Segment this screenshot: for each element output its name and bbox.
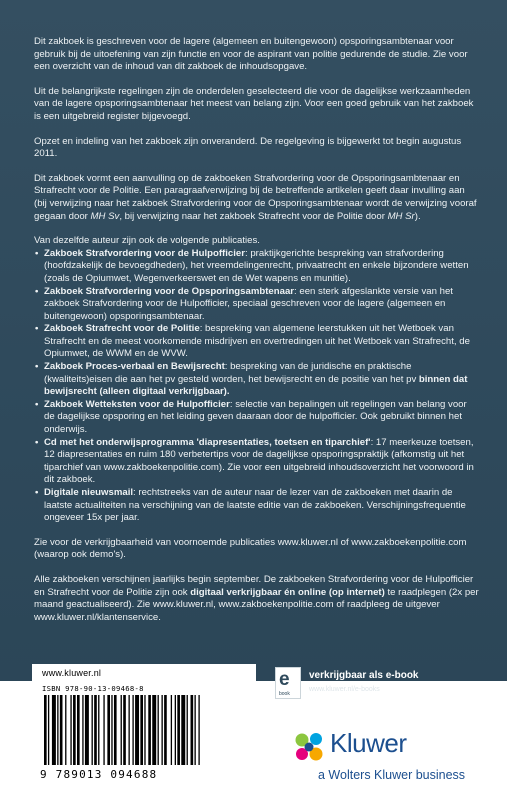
publication-item [34,323,480,361]
publication-description: : selectie van bepalingen uit regelingen van belang voor de dagelijkse opsporing en het leiding geven daaraan door de hulpofficier. Ook gebruikt binnen het onderwijs. [44,398,467,436]
outro-paragraph-2 [34,574,480,624]
ref-mh-sv: MH Sv [90,210,120,222]
kluwer-globe-icon [290,728,330,768]
publication-title: Zakboek Strafvordering voor de Hulpofficier [44,247,245,259]
publisher-name: Kluwer [330,728,407,758]
publication-availability-note: binnen dat bewijsrecht (alleen digitaal verkrijgbaar). [44,373,468,398]
ebook-icon [275,667,301,699]
publications-list [34,248,480,525]
publication-title: Zakboek Wetteksten voor de Hulpofficier [44,398,230,410]
publication-item [34,487,480,525]
publication-description: : bespreking van de juridische en praktische (kwaliteits)eisen die aan het pv gesteld worden, het bewijsrecht en de positie van het pv [44,361,419,385]
intro-p4-part-a: Dit zakboek vormt een aanvulling op de zakboeken Strafvordering voor de Opsporingsambtenaar en Strafrecht voor de Politie. Een paragraafverwijzing bij de betreffende artikelen geeft daar invulling aan (bij verwijzing naar het zakboek Strafvordering voor de Opsporingsambtenaar wordt de verwijzing vooraf gegaan door [34,172,477,222]
intro-paragraph-1: Dit zakboek is geschreven voor de lagere (algemeen en buitengewoon) opsporingsambtenaar voor gebruik bij de uitoefening van zijn functie en voor de aspirant van politie gedurende de studie. Zie voor een overzicht van de inhoud van dit zakboek de inhoudsopgave. [34,36,468,73]
barcode-bars [44,695,246,765]
publication-item [34,361,480,399]
intro-paragraph-4 [34,173,480,223]
publisher-logo [290,718,496,790]
publication-title: Digitale nieuwsmail [44,487,134,498]
publication-description: : rechtstreeks van de auteur naar de lezer van de zakboeken met daarin de laatste actualiteiten na verschijning van de laatste editie van de zakboeken. Verschijningsfrequentie ongeveer 15x per jaar. [44,487,466,524]
publication-description: : 17 meerkeuze toetsen, 12 diapresentaties en ruim 180 verbetertips voor de dagelijkse opsporingspraktijk (afkomstig uit het tiparchief van www.zakboekenpolitie.com). Zie voor een uitgebreid inhoudsoverzicht het voorwoord in dit zakboek. [44,436,474,486]
publication-item [34,286,480,324]
ref-mh-sr: MH Sr [387,210,415,222]
outro-p2-part-a: Alle zakboeken verschijnen jaarlijks begin september. De zakboeken Strafvordering voor de Hulpofficier en Strafrecht voor de Politie zijn ook [34,573,474,598]
ebook-title: verkrijgbaar als e-book [309,670,419,681]
publication-description: : bespreking van algemene leerstukken uit het Wetboek van Strafrecht en de meest voorkomende misdrijven en overtredingen uit het Wetboek van Strafrecht, de Opiumwet, de WWM en de WVW. [44,323,470,360]
back-cover-text [34,36,480,636]
barcode-url: www.kluwer.nl [42,668,102,678]
ebook-icon-tag: book [279,691,290,697]
publications-heading: Van dezelfde auteur zijn ook de volgende publicaties. [34,235,260,247]
barcode-number: 9 789013 094688 [40,768,158,781]
publication-item [34,399,480,437]
ebook-icon-letter: e [279,669,290,690]
outro-p2-bold: digitaal verkrijgbaar én online (op internet) [190,586,385,598]
barcode-box [32,664,256,788]
publisher-tagline: a Wolters Kluwer business [318,768,466,782]
intro-p4-part-c: ). [414,210,421,222]
publication-title: Cd met het onderwijsprogramma 'diapresentaties, toetsen en tiparchief' [44,436,371,448]
intro-p4-part-b: , bij verwijzing naar het zakboek Strafrecht voor de Politie door [119,210,388,222]
intro-paragraph-2: Uit de belangrijkste regelingen zijn de onderdelen geselecteerd die voor de dagelijkse werkzaamheden van de lagere opsporingsambtenaar het meest van belang zijn. Voor een goed gebruik van het zakboek is een uitgebreid register bijgevoegd. [34,85,474,122]
intro-paragraph-3: Opzet en indeling van het zakboek zijn onveranderd. De regelgeving is bijgewerkt tot begin augustus 2011. [34,135,462,160]
publication-title: Zakboek Strafrecht voor de Politie [44,323,200,335]
outro-p2-part-b: te raadplegen (2x per maand geactualiseerd). Zie www.kluwer.nl, www.zakboekenpolitie.com of raadpleeg de uitgever www.kluwer.nl/klantenservice. [34,586,479,623]
publication-title: Zakboek Proces-verbaal en Bewijsrecht [44,361,225,373]
publication-description: : een sterk afgeslankte versie van het zakboek Strafvordering voor de Hulpofficier, speciaal geschreven voor de lagere (algemeen en buitengewoon) opsporingsambtenaar. [44,285,453,322]
publication-item [34,437,480,487]
outro-paragraph-1: Zie voor de verkrijgbaarheid van voornoemde publicaties www.kluwer.nl of www.zakboekenpolitie.com (waarop ook demo's). [34,536,467,561]
ebook-badge [275,667,495,701]
ebook-url: www.kluwer.nl/e-books [309,686,380,693]
isbn-label: ISBN 978-90-13-09468-8 [42,684,144,693]
publication-description: : praktijkgerichte bespreking van strafvordering (hoofdzakelijk de bevoegdheden), het vreemdelingenrecht, privaatrecht en enkele bijzondere wetten (zoals de Opiumwet, Wegenverkeerswet en de Wet wapens en munitie). [44,247,469,284]
publication-item [34,248,480,286]
publication-title: Zakboek Strafvordering voor de Opsporingsambtenaar [44,285,295,297]
